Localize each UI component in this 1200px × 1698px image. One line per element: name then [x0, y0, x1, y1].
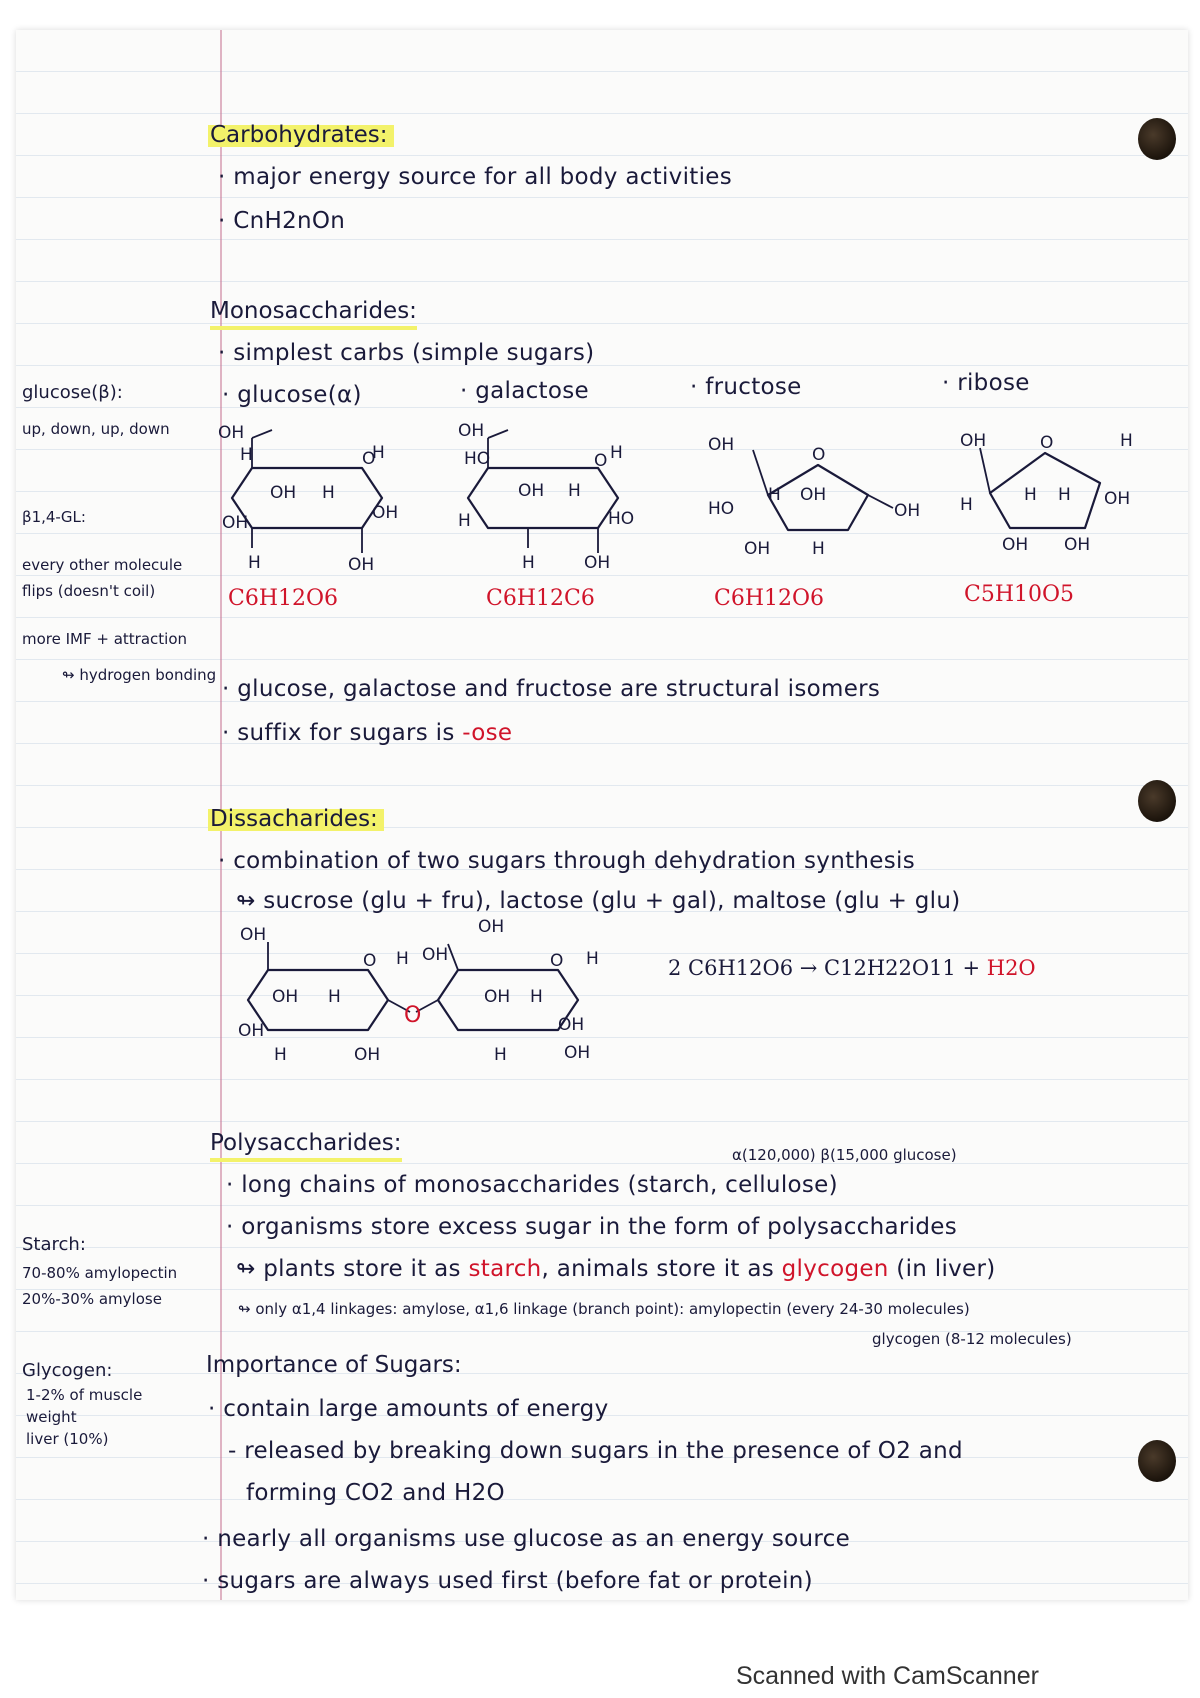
poly-line-4: ↬ only α1,4 linkages: amylose, α1,6 linkage (branch point): amylopectin (every 24-30 molecules): [238, 1300, 970, 1318]
carbohydrates-heading: Carbohydrates:: [208, 122, 394, 150]
importance-line-1: · contain large amounts of energy: [208, 1396, 609, 1422]
svg-text:H: H: [458, 511, 471, 531]
svg-text:OH: OH: [240, 925, 267, 945]
mono-name-ribose: · ribose: [942, 370, 1030, 396]
margin-glycogen-1: 1-2% of muscle: [26, 1386, 143, 1404]
importance-line-2: - released by breaking down sugars in the presence of O2 and: [228, 1438, 963, 1464]
svg-text:O: O: [594, 451, 608, 471]
svg-text:HO: HO: [608, 509, 635, 529]
svg-text:HO: HO: [708, 499, 735, 519]
carb-point-2: · CnH2nOn: [218, 208, 346, 234]
svg-text:OH: OH: [894, 501, 921, 521]
formula-ribose: C5H10O5: [964, 582, 1075, 607]
poly-line-5: glycogen (8-12 molecules): [872, 1330, 1072, 1348]
poly-line-3: ↬ plants store it as starch, animals store it as glycogen (in liver): [236, 1256, 996, 1282]
importance-heading: Importance of Sugars:: [206, 1352, 462, 1378]
svg-text:O: O: [550, 951, 564, 971]
svg-text:H: H: [768, 485, 781, 505]
svg-text:HO: HO: [464, 449, 491, 469]
svg-text:H: H: [322, 483, 335, 503]
polysaccharides-heading: Polysaccharides:: [210, 1130, 402, 1162]
svg-text:OH: OH: [270, 483, 297, 503]
svg-text:OH: OH: [422, 945, 449, 965]
svg-text:OH: OH: [518, 481, 545, 501]
svg-text:OH: OH: [218, 423, 245, 443]
monosaccharides-heading: Monosaccharides:: [210, 298, 417, 330]
svg-text:H: H: [240, 445, 253, 465]
svg-text:OH: OH: [484, 987, 511, 1007]
margin-every-other: every other molecule: [22, 556, 183, 574]
disaccharides-heading: Dissacharides:: [208, 806, 384, 834]
svg-text:H: H: [372, 443, 385, 463]
svg-text:OH: OH: [238, 1021, 265, 1041]
punch-hole-middle: [1138, 780, 1176, 822]
ribose-structure: [960, 428, 1150, 578]
svg-text:OH: OH: [564, 1043, 591, 1063]
svg-text:OH: OH: [1002, 535, 1029, 555]
notebook-page: [16, 30, 1188, 1600]
svg-text:H: H: [396, 949, 409, 969]
svg-text:H: H: [530, 987, 543, 1007]
svg-text:O: O: [363, 951, 377, 971]
disaccharides-line-1: · combination of two sugars through dehydration synthesis: [218, 848, 915, 874]
mono-name-glucose: · glucose(α): [222, 382, 362, 408]
margin-glycogen-3: liver (10%): [26, 1430, 109, 1448]
svg-text:H: H: [1120, 431, 1133, 451]
svg-text:OH: OH: [584, 553, 611, 573]
margin-glycogen-2: weight: [26, 1408, 77, 1426]
svg-text:OH: OH: [800, 485, 827, 505]
margin-starch-2: 20%-30% amylose: [22, 1290, 162, 1308]
mono-name-fructose: · fructose: [690, 374, 802, 400]
disaccharide-structure: [238, 917, 658, 1070]
margin-starch-1: 70-80% amylopectin: [22, 1264, 178, 1282]
margin-flips: flips (doesn't coil): [22, 582, 156, 600]
margin-imf: more IMF + attraction: [22, 630, 188, 648]
margin-b14: β1,4-GL:: [22, 508, 86, 526]
glucose-structure: [218, 423, 422, 578]
svg-text:OH: OH: [478, 917, 505, 937]
formula-glucose: C6H12O6: [228, 586, 339, 611]
svg-text:OH: OH: [744, 539, 771, 559]
svg-text:O: O: [362, 449, 376, 469]
svg-text:O: O: [1040, 433, 1054, 453]
svg-text:H: H: [274, 1045, 287, 1065]
importance-line-3: forming CO2 and H2O: [246, 1480, 505, 1506]
margin-glycogen-title: Glycogen:: [22, 1360, 113, 1381]
svg-text:OH: OH: [222, 513, 249, 533]
svg-text:H: H: [568, 481, 581, 501]
poly-line-1: · long chains of monosaccharides (starch, cellulose): [226, 1172, 838, 1198]
disaccharides-line-2: ↬ sucrose (glu + fru), lactose (glu + gal), maltose (glu + glu): [236, 888, 961, 914]
polysaccharides-annotation: α(120,000) β(15,000 glucose): [732, 1146, 957, 1164]
svg-text:OH: OH: [708, 435, 735, 455]
svg-text:H: H: [494, 1045, 507, 1065]
svg-text:H: H: [1058, 485, 1071, 505]
mono-name-galactose: · galactose: [460, 378, 589, 404]
svg-text:OH: OH: [558, 1015, 585, 1035]
dehydration-equation: 2 C6H12O6 → C12H22O11 + H2O: [668, 956, 1036, 980]
scanner-watermark: Scanned with CamScanner: [736, 1662, 1039, 1690]
svg-text:OH: OH: [372, 503, 399, 523]
punch-hole-top: [1138, 118, 1176, 160]
fructose-structure: [708, 430, 921, 580]
margin-starch-title: Starch:: [22, 1234, 86, 1255]
svg-text:OH: OH: [458, 421, 485, 441]
svg-text:H: H: [1024, 485, 1037, 505]
importance-line-5: · sugars are always used first (before fat or protein): [202, 1568, 813, 1594]
svg-text:H: H: [610, 443, 623, 463]
punch-hole-bottom: [1138, 1440, 1176, 1482]
formula-galactose: C6H12C6: [486, 586, 595, 611]
svg-text:OH: OH: [348, 555, 375, 575]
margin-glucose-beta: glucose(β):: [22, 382, 123, 403]
svg-text:OH: OH: [272, 987, 299, 1007]
carb-point-1: · major energy source for all body activities: [218, 164, 733, 190]
svg-text:OH: OH: [354, 1045, 381, 1065]
svg-text:OH: OH: [1064, 535, 1091, 555]
svg-text:H: H: [328, 987, 341, 1007]
svg-text:O: O: [812, 445, 826, 465]
suffix-note: · suffix for sugars is -ose: [222, 720, 513, 746]
svg-text:H: H: [812, 539, 825, 559]
svg-text:OH: OH: [1104, 489, 1131, 509]
margin-pattern: up, down, up, down: [22, 420, 170, 438]
svg-text:H: H: [586, 949, 599, 969]
galactose-structure: [458, 421, 658, 578]
svg-text:H: H: [248, 553, 261, 573]
svg-text:O: O: [404, 1003, 422, 1028]
poly-line-2: · organisms store excess sugar in the form of polysaccharides: [226, 1214, 957, 1240]
isomers-note: · glucose, galactose and fructose are structural isomers: [222, 676, 881, 702]
importance-line-4: · nearly all organisms use glucose as an energy source: [202, 1526, 851, 1552]
formula-fructose: C6H12O6: [714, 586, 825, 611]
mono-simplest: · simplest carbs (simple sugars): [218, 340, 595, 366]
svg-text:H: H: [960, 495, 973, 515]
margin-hbond: ↬ hydrogen bonding: [62, 666, 217, 684]
svg-text:OH: OH: [960, 431, 987, 451]
svg-text:H: H: [522, 553, 535, 573]
